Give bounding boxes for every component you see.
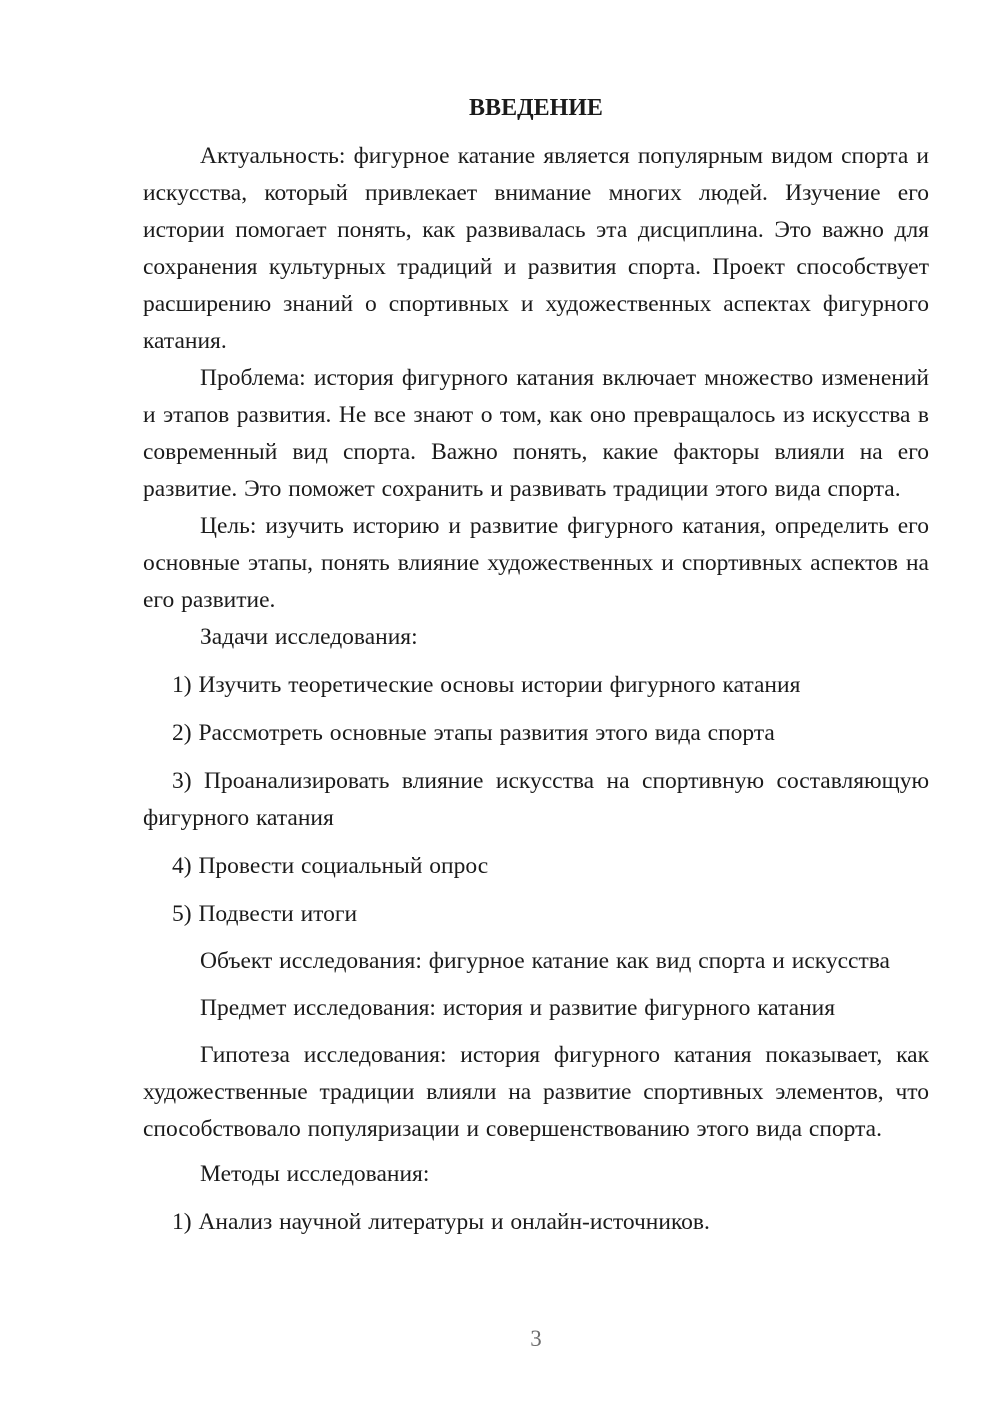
paragraph-problema: Проблема: история фигурного катания включает множество изменений и этапов развития. Не все знают о том, как оно превращалось из искусства в современный вид спорта. Важно понять, какие факторы влияли на его развитие. Это поможет сохранить и развивать традиции этого вида спорта. — [143, 365, 929, 502]
task-item-1: 1) Изучить теоретические основы истории фигурного катания — [172, 672, 801, 698]
paragraph-aktualnost: Актуальность: фигурное катание является популярным видом спорта и искусства, который привлекает внимание многих людей. Изучение его истории помогает понять, как развивалась эта дисциплина. Это важно для сохранения культурных традиций и развития спорта. Проект способствует расширению знаний о спортивных и художественных аспектах фигурного катания. — [143, 143, 929, 354]
paragraph-predmet: Предмет исследования: история и развитие фигурного катания — [200, 995, 836, 1021]
paragraph-tsel: Цель: изучить историю и развитие фигурного катания, определить его основные этапы, понять влияние художественных и спортивных аспектов на его развитие. — [143, 513, 929, 613]
page-number: 3 — [530, 1326, 542, 1351]
method-item-1: 1) Анализ научной литературы и онлайн-источников. — [172, 1209, 710, 1235]
task-item-3: 3) Проанализировать влияние искусства на спортивную составляющую фигурного катания — [143, 768, 929, 831]
task-item-4: 4) Провести социальный опрос — [172, 853, 489, 879]
page-title: ВВЕДЕНИЕ — [469, 95, 603, 121]
methods-heading: Методы исследования: — [200, 1161, 430, 1187]
tasks-heading: Задачи исследования: — [200, 624, 418, 650]
task-item-5: 5) Подвести итоги — [172, 901, 358, 927]
paragraph-obekt: Объект исследования: фигурное катание как вид спорта и искусства — [200, 948, 890, 974]
task-item-2: 2) Рассмотреть основные этапы развития этого вида спорта — [172, 720, 775, 746]
paragraph-gipoteza: Гипотеза исследования: история фигурного катания показывает, как художественные традиции влияли на развитие спортивных элементов, что способствовало популяризации и совершенствованию этого вида спорта. — [143, 1042, 929, 1142]
